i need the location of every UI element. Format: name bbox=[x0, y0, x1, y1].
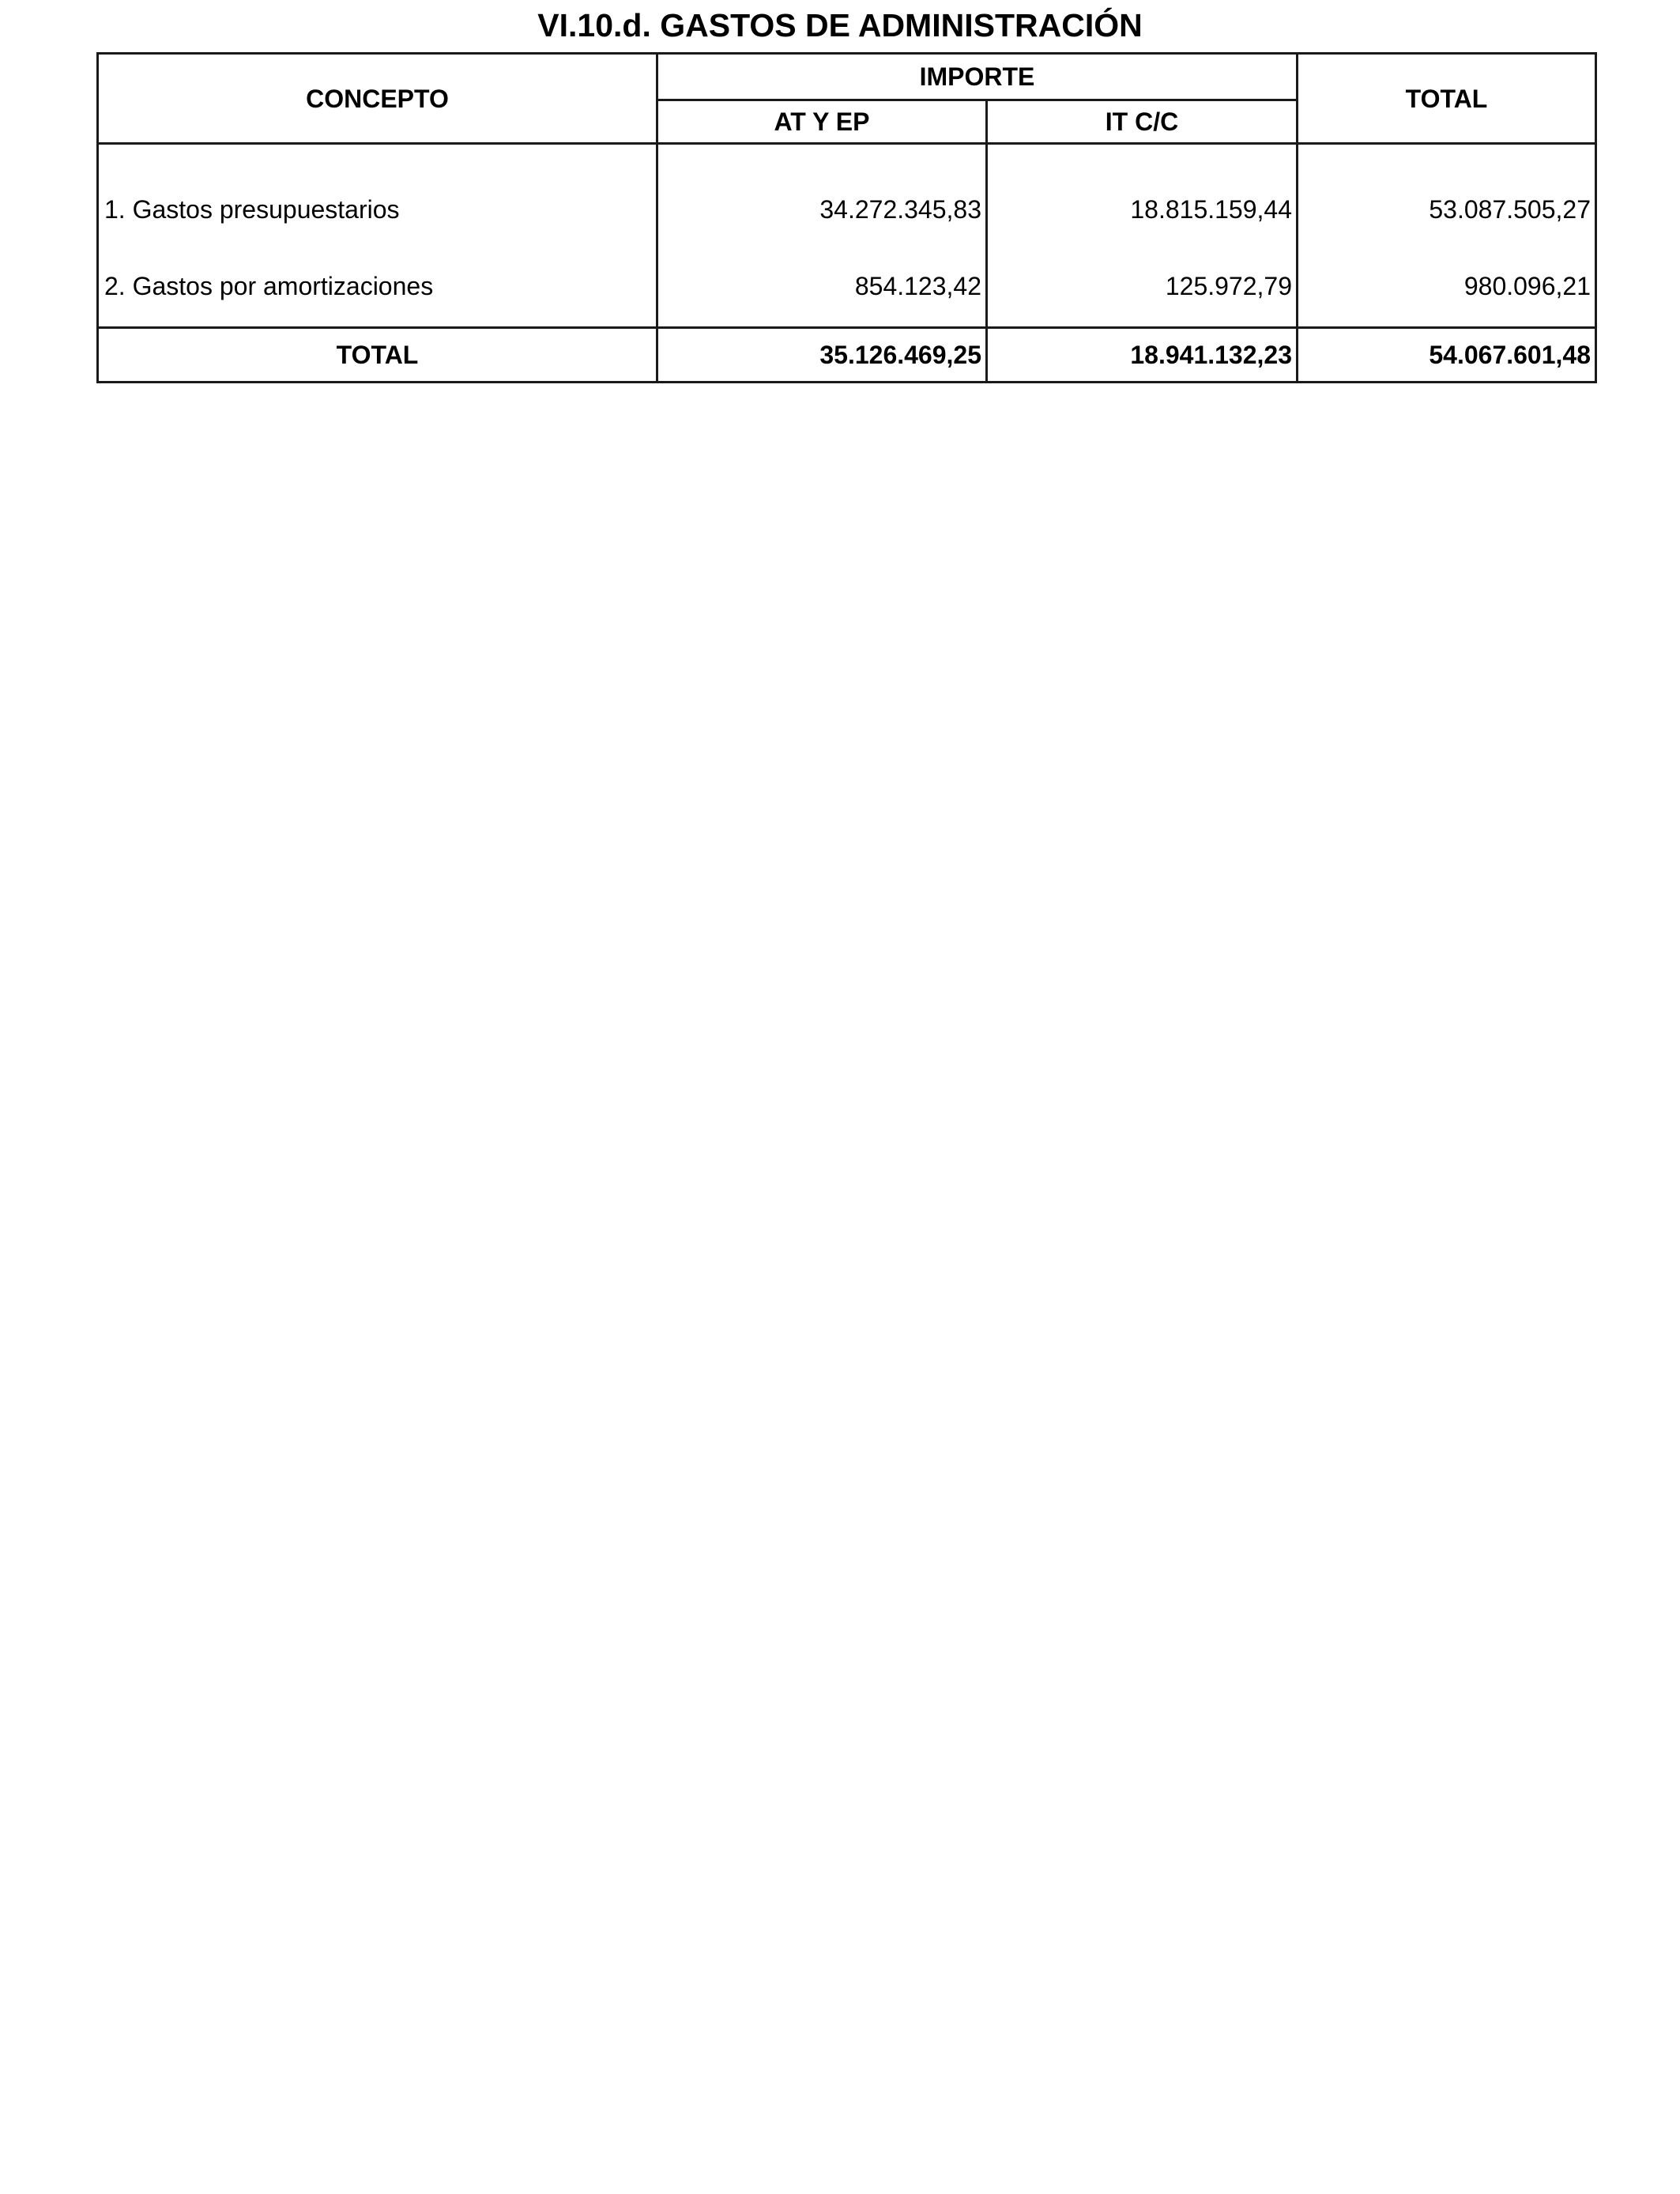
total-at-y-ep: 35.126.469,25 bbox=[657, 328, 987, 383]
total-label: TOTAL bbox=[98, 328, 657, 383]
row-it-cc: 125.972,79 bbox=[987, 246, 1298, 328]
page-title: VI.10.d. GASTOS DE ADMINISTRACIÓN bbox=[537, 7, 1143, 43]
header-at-y-ep: AT Y EP bbox=[657, 100, 987, 144]
row-at-y-ep: 34.272.345,83 bbox=[657, 144, 987, 247]
row-total: 980.096,21 bbox=[1298, 246, 1596, 328]
table-total-row bbox=[98, 328, 1596, 383]
header-total: TOTAL bbox=[1298, 54, 1596, 144]
row-concepto: 2. Gastos por amortizaciones bbox=[98, 246, 657, 328]
row-it-cc: 18.815.159,44 bbox=[987, 144, 1298, 247]
row-total: 53.087.505,27 bbox=[1298, 144, 1596, 247]
row-concepto: 1. Gastos presupuestarios bbox=[98, 144, 657, 247]
header-concepto: CONCEPTO bbox=[98, 54, 657, 144]
total-it-cc: 18.941.132,23 bbox=[987, 328, 1298, 383]
table-header-row bbox=[98, 54, 1596, 100]
expenses-table bbox=[96, 52, 1597, 383]
table-row bbox=[98, 246, 1596, 328]
table-row bbox=[98, 144, 1596, 247]
total-total: 54.067.601,48 bbox=[1298, 328, 1596, 383]
row-at-y-ep: 854.123,42 bbox=[657, 246, 987, 328]
header-it-cc: IT C/C bbox=[987, 100, 1298, 144]
header-importe: IMPORTE bbox=[657, 54, 1298, 100]
